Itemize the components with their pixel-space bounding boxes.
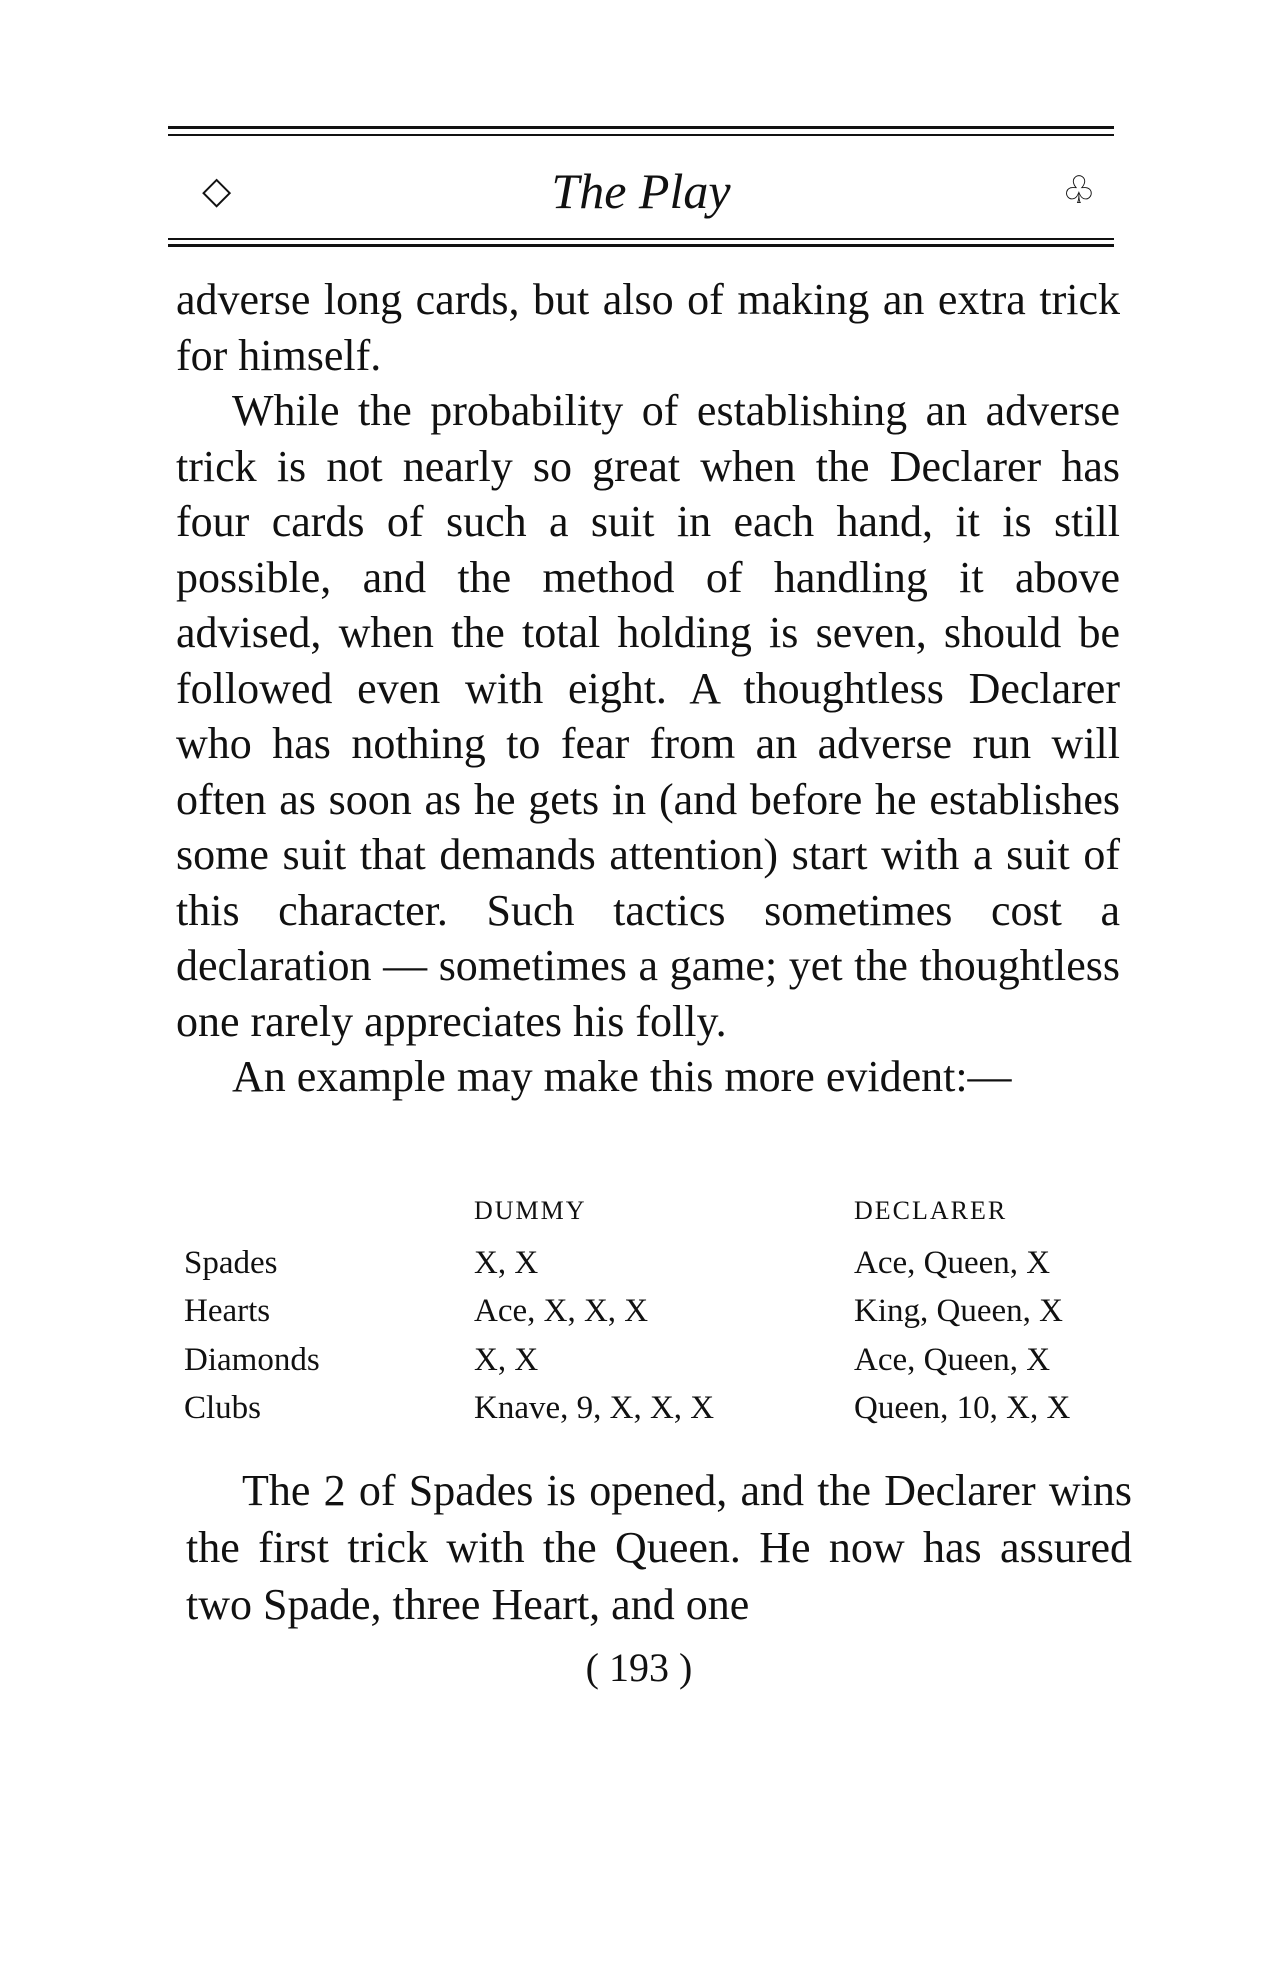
- paragraph-probability: While the probability of establishing an adverse trick is not nearly so great when the Declarer has four cards of such a suit in each hand, it is still possible, and the method of handling it above advised, when the total holding is seven, should be followed even with eight. A thoughtless Declarer who has nothing to fear from an adverse run will often as soon as he gets in (and before he establishes some suit that demands attention) start with a suit of this character. Such tactics sometimes cost a declaration — sometimes a game; yet the thoughtless one rarely appreciates his folly.: [176, 386, 1120, 1046]
- header-top-rule: [168, 126, 1114, 129]
- hand-header-row: [184, 1196, 1134, 1245]
- declarer-cards: Ace, Queen, X: [854, 1341, 1051, 1378]
- dummy-cards: Knave, 9, X, X, X: [474, 1390, 715, 1426]
- paragraph-example-intro: An example may make this more evident:—: [232, 1052, 1012, 1101]
- closing-paragraph: [186, 1462, 1132, 1633]
- column-header-declarer: DECLARER: [854, 1196, 1008, 1225]
- body-text: [176, 272, 1120, 1105]
- suit-label: Spades: [184, 1244, 278, 1281]
- hand-row-diamonds: [184, 1342, 1134, 1391]
- suit-label: Hearts: [184, 1293, 271, 1329]
- hand-row-hearts: [184, 1293, 1134, 1342]
- suit-label: Clubs: [184, 1390, 262, 1426]
- hand-diagram: [184, 1196, 1134, 1439]
- header-row: [168, 156, 1114, 226]
- declarer-cards: Ace, Queen, X: [854, 1244, 1051, 1281]
- header-bottom-rule-thin: [168, 238, 1114, 240]
- declarer-cards: Queen, 10, X, X: [854, 1390, 1071, 1426]
- page-number: ( 193 ): [585, 1645, 693, 1690]
- paragraph-opening-lead: The 2 of Spades is opened, and the Declarer wins the first trick with the Queen. He now has assured two Spade, three Heart, and one: [186, 1466, 1132, 1629]
- paragraph-continuation: adverse long cards, but also of making an extra trick for himself.: [176, 275, 1120, 380]
- column-header-dummy: DUMMY: [474, 1196, 587, 1225]
- dummy-cards: X, X: [474, 1244, 539, 1281]
- header-bottom-rule: [168, 244, 1114, 247]
- page-title: The Play: [551, 163, 731, 219]
- diamond-suit-icon: ◇: [202, 170, 232, 212]
- declarer-cards: King, Queen, X: [854, 1293, 1063, 1329]
- hand-row-clubs: [184, 1390, 1134, 1439]
- hand-row-spades: [184, 1245, 1134, 1294]
- header-top-rule-thin: [168, 134, 1114, 136]
- dummy-cards: Ace, X, X, X: [474, 1293, 649, 1329]
- club-suit-icon: ♧: [1061, 170, 1096, 212]
- suit-label: Diamonds: [184, 1341, 320, 1378]
- running-header: [168, 126, 1114, 256]
- dummy-cards: X, X: [474, 1341, 539, 1378]
